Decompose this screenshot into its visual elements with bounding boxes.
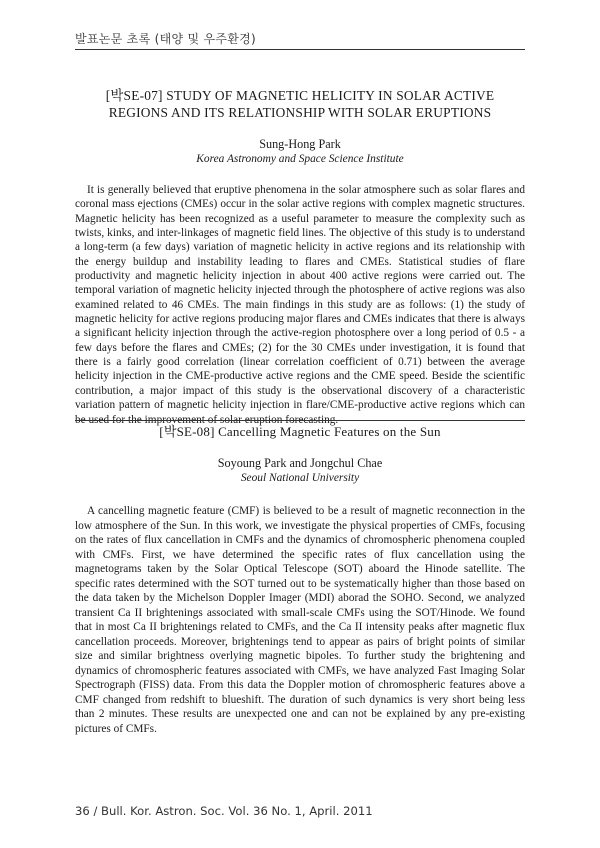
abstract-title: [박SE-08] Cancelling Magnetic Features on the Sun [159,424,441,439]
abstract-se-08 [75,423,525,736]
abstract-body: It is generally believed that eruptive phenomena in the solar atmosphere such as solar flares and coronal mass ejections (CMEs) occur in the solar active regions with complex magnetic structures. Magnetic helicity has been recognized as a useful parameter to measure the complexity such as twists, kinks, and inter-linkages of magnetic field lines. The objective of this study is to understand a long-term (a few days) variation of magnetic helicity in active regions and its relationship with the energy buildup and instability leading to flares and CMEs. Statistical studies of flare productivity and magnetic helicity injection in about 400 active regions were carried out. The temporal variation of magnetic helicity injected through the photosphere of active regions was also examined related to 46 CMEs. The main findings in this study are as follows: (1) the study of magnetic helicity for active regions producing major flares and CMEs indicates that there is always a significant helicity injection through the active-region photosphere over a long period of 0.5 - a few days before the flares and CMEs; (2) for the 30 CMEs under investigation, it is found that there is a fairly good correlation (linear correlation coefficient of 0.71) between the average helicity injection in the CME-productive active regions and the CME speed. Beside the scientific contribution, a major impact of this study is the observational discovery of a characteristic variation pattern of magnetic helicity injection in flare/CME-productive active regions which can be used for the improvement of solar eruption forecasting. [75,184,525,426]
abstract-authors: Soyoung Park and Jongchul Chae [217,456,383,470]
abstract-title: [박SE-07] STUDY OF MAGNETIC HELICITY IN SOLAR ACTIVE REGIONS AND ITS RELATIONSHIP WITH SOLAR ERUPTIONS [105,88,495,120]
header-rule [75,49,525,50]
abstract-authors: Sung-Hong Park [259,137,341,151]
section-header: 발표논문 초록 (태양 및 우주환경) [75,32,257,46]
abstract-divider [75,420,525,421]
abstract-body: A cancelling magnetic feature (CMF) is believed to be a result of magnetic reconnection in the low atmosphere of the Sun. In this work, we investigate the physical properties of CMFs, focusing on the rates of flux cancellation in CMFs and the dynamics of chromospheric phenomena coupled with CMFs. First, we have determined the specific rates of flux cancellation using the magnetograms taken by the Solar Optical Telescope (SOT) aboard the Hinode satellite. The specific rates determined with the SOT turned out to be systematically higher than those based on the data taken by the Michelson Doppler Imager (MDI) aborad the SOHO. Second, we analyzed transient Ca II brightenings associated with small-scale CMFs using the SOT/Hinode. We found that in most Ca II brightenings related to CMFs, and the Ca II intensity peaks after magnetic flux cancellation proceeds. Moreover, brightenings tend to appear as pairs of bright points of similar size and similar brightness overlying magnetic bipoles. To further study the brightening and dynamics of chromospheric features associated with CMFs, we have analyzed Fast Imaging Solar Spectrograph (FISS) data. From this data the Doppler motion of chromospheric features above a CMF changed from redshift to blueshift. The duration of such dynamics is very short being less than 2 minutes. These results are unexpected one and can not be explained by any pre-existing pictures of CMFs. [75,505,525,735]
abstract-se-07 [75,87,525,427]
abstract-affiliation: Korea Astronomy and Space Science Institute [196,153,404,165]
page-footer-citation: 36 / Bull. Kor. Astron. Soc. Vol. 36 No. 1, April. 2011 [75,804,373,818]
abstract-affiliation: Seoul National University [240,472,360,484]
